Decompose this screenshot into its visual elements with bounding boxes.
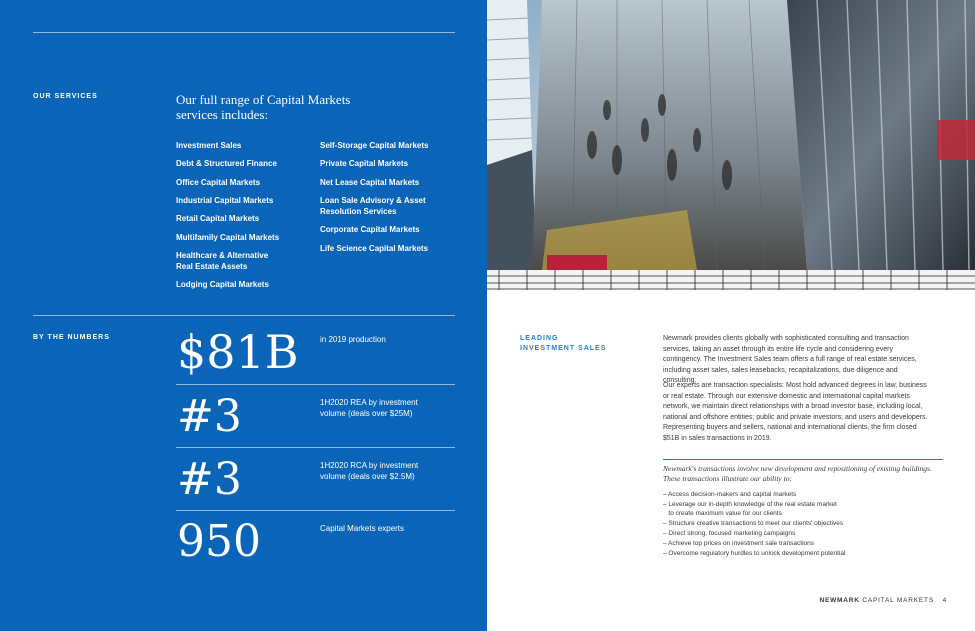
- left-panel: [0, 0, 487, 631]
- stat-divider: [176, 510, 455, 511]
- bullet-item: – Achieve top prices on investment sale transactions: [663, 540, 815, 547]
- footer-section: CAPITAL MARKETS: [862, 597, 934, 604]
- service-item: Multifamily Capital Markets: [176, 233, 280, 242]
- service-item: Net Lease Capital Markets: [320, 178, 420, 187]
- services-intro: Our full range of Capital Markets services includes:: [176, 92, 351, 122]
- section-label: [520, 334, 606, 354]
- footer-brand: NEWMARK: [819, 597, 860, 604]
- service-item: Real Estate Assets: [176, 262, 248, 271]
- numbers-divider: [33, 315, 455, 316]
- stat-value: #3: [177, 391, 242, 442]
- service-item: Life Science Capital Markets: [320, 244, 429, 253]
- page-number: 4: [942, 597, 947, 604]
- stat-value: $81B: [177, 325, 299, 379]
- stat-divider: [176, 447, 455, 448]
- service-item: Healthcare & Alternative: [176, 251, 269, 260]
- stat-value: #3: [177, 454, 242, 505]
- body-paragraph-2: Our experts are transaction specialists: Most hold advanced degrees in law, business or real estate. Through our extensive domestic and international capital markets network, we maintain direct relationships with a broad investor base, including local, national and offshore entities; public and private investors; and users and developers. Representing buyers and sellers, national and international clients, the firm closed $51B in sales transactions in 2019.: [663, 382, 928, 442]
- service-item: Loan Sale Advisory & Asset: [320, 196, 426, 205]
- numbers-label: BY THE NUMBERS: [33, 334, 110, 341]
- body-paragraph-1: Newmark provides clients globally with sophisticated consulting and transaction services, taking an asset through its entire life cycle and considering every contingency. The Investment Sales team offers a full range of real estate services, including asset sales, sales leasebacks, recapitalizations, due diligence and consulting.: [663, 335, 917, 384]
- stat-divider: [176, 384, 455, 385]
- service-item: Self-Storage Capital Markets: [320, 141, 429, 150]
- service-item: Office Capital Markets: [176, 178, 261, 187]
- stat-description: Capital Markets experts: [320, 524, 405, 533]
- section-label-line2: INVESTMENT SALES: [520, 345, 607, 352]
- bullet-item: to create maximum value for our clients: [663, 510, 782, 517]
- service-item: Investment Sales: [176, 141, 242, 150]
- stat-description: 1H2020 REA by investment volume (deals over $25M): [320, 398, 418, 418]
- section-label-line1: LEADING: [520, 335, 559, 342]
- stat-value: 950: [177, 516, 261, 567]
- stat-description: in 2019 production: [320, 335, 386, 344]
- bullet-item: – Structure creative transactions to meet our clients' objectives: [663, 520, 844, 527]
- top-divider: [33, 32, 455, 33]
- building-reflection-photo: [487, 0, 975, 290]
- service-item: Lodging Capital Markets: [176, 280, 269, 289]
- service-item: Private Capital Markets: [320, 159, 409, 168]
- service-item: Industrial Capital Markets: [176, 196, 274, 205]
- bullet-item: – Overcome regulatory hurdles to unlock development potential: [663, 550, 846, 557]
- bullet-item: – Leverage our in-depth knowledge of the real estate market: [663, 501, 837, 508]
- callout-intro: Newmark's transactions involve new development and repositioning of existing buildings. These transactions illustrate our ability to:: [663, 464, 932, 483]
- page-footer: [819, 597, 947, 604]
- service-item: Debt & Structured Finance: [176, 159, 277, 168]
- callout-divider: [663, 459, 943, 460]
- right-panel: [487, 0, 975, 631]
- services-label: OUR SERVICES: [33, 93, 98, 100]
- service-item: Corporate Capital Markets: [320, 225, 420, 234]
- bullet-item: – Direct strong, focused marketing campaigns: [663, 530, 796, 537]
- bullet-item: – Access decision-makers and capital markets: [663, 491, 797, 498]
- service-item: Retail Capital Markets: [176, 214, 260, 223]
- stat-description: 1H2020 RCA by investment volume (deals over $2.5M): [320, 461, 419, 481]
- service-item: Resolution Services: [320, 207, 397, 216]
